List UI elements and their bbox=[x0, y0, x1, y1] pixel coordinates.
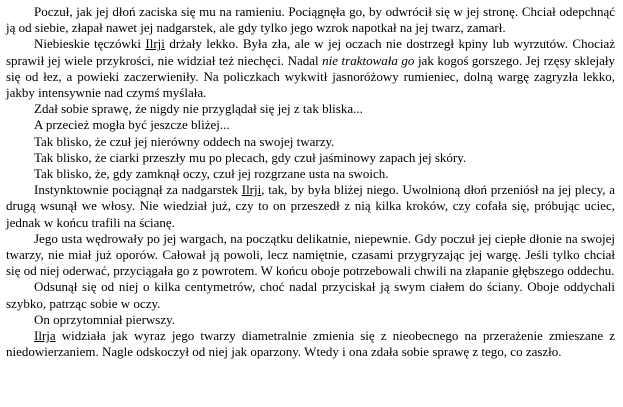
paragraph bbox=[6, 150, 615, 166]
text-run: , tak, by była bliżej niego. Uwolnioną dłoń przeniósł na jej plecy, a drugą wsunął we włosy. Nie wiedział już, czy to on przeszedł z nią kilka kroków, czy cofała się, próbując uciec, jednak w końcu trafili na ścianę. bbox=[6, 182, 616, 230]
text-run: Tak blisko, że ciarki przeszły mu po plecach, gdy czuł jaśminowy zapach jej skóry. bbox=[34, 149, 467, 165]
text-run: Odsunął się od niej o kilka centymetrów, choć nadal przyciskał ją swym ciałem do ściany. Oboje oddychali szybko, patrząc sobie w oczy. bbox=[6, 279, 615, 311]
text-run: On oprzytomniał pierwszy. bbox=[34, 311, 176, 327]
paragraph bbox=[6, 134, 615, 150]
text-run: Tak blisko, że czuł jej nierówny oddech na swojej twarzy. bbox=[34, 133, 335, 149]
text-run: Niebieskie tęczówki bbox=[34, 36, 146, 52]
paragraph bbox=[6, 4, 615, 36]
text-run: Tak blisko, że, gdy zamknął oczy, czuł jej rozgrzane usta na swoich. bbox=[34, 166, 389, 182]
underlined-name: Ilrja bbox=[34, 328, 56, 344]
text-run: Instynktownie pociągnął za nadgarstek bbox=[34, 182, 242, 198]
text-run: jak kogoś gorszego. Jej rzęsy sklejały się od łez, a powieki zaczerwieniły. Na policzkach wykwitł jasnoróżowy rumieniec, dolną wargę zagryzła lekko, jakby intensywnie nad czymś myślała. bbox=[6, 52, 615, 101]
paragraph bbox=[6, 101, 615, 117]
paragraph bbox=[6, 166, 615, 182]
paragraph bbox=[6, 328, 615, 360]
paragraph bbox=[6, 312, 615, 328]
text-run: Zdał sobie sprawę, że nigdy nie przyglądał się jej z tak bliska... bbox=[34, 101, 363, 117]
paragraph bbox=[6, 36, 615, 101]
italic-emphasis: nie traktowała go bbox=[322, 52, 415, 68]
text-run: widziała jak wyraz jego twarzy diametralnie zmienia się z nieobecnego na przerażenie zmieszane z niedowierzaniem. Nagle odskoczył od niej jak oparzony. Wtedy i ona zdała sobie sprawę z tego, co zaszło. bbox=[6, 328, 615, 360]
text-run: A przecież mogła być jeszcze bliżej... bbox=[34, 117, 230, 133]
paragraph bbox=[6, 182, 615, 231]
underlined-name: Ilrji bbox=[145, 36, 165, 52]
underlined-name: Ilrji bbox=[241, 182, 262, 198]
paragraph bbox=[6, 231, 615, 280]
text-run: Poczuł, jak jej dłoń zaciska się mu na ramieniu. Pociągnęła go, by odwrócił się w jej stronę. Chciał odepchnąć ją od siebie, złapał nawet jej nadgarstek, ale gdy tylko jego wzrok napotkał na jej twarz, zamarł. bbox=[6, 4, 615, 36]
document-body bbox=[6, 4, 615, 360]
paragraph bbox=[6, 117, 615, 133]
text-run: Jego usta wędrowały po jej wargach, na początku delikatnie, niepewnie. Gdy poczuł jej ciepłe dłonie na swojej twarzy, nie miał już oporów. Całował ją powoli, lecz namiętnie, czasami przygryzając jej wargę. Jeśli tylko chciał się od niej oderwać, przyciągała go z powrotem. W końcu oboje potrzebowali chwili na złapanie głębszego oddechu. bbox=[6, 230, 615, 279]
text-run: drżały lekko. Była zła, ale w jej oczach nie dostrzegł kpiny lub wyrzutów. Chociaż sprawił jej wiele przykrości, nie widział też niechęci. Nadal bbox=[6, 36, 615, 68]
paragraph bbox=[6, 279, 615, 311]
